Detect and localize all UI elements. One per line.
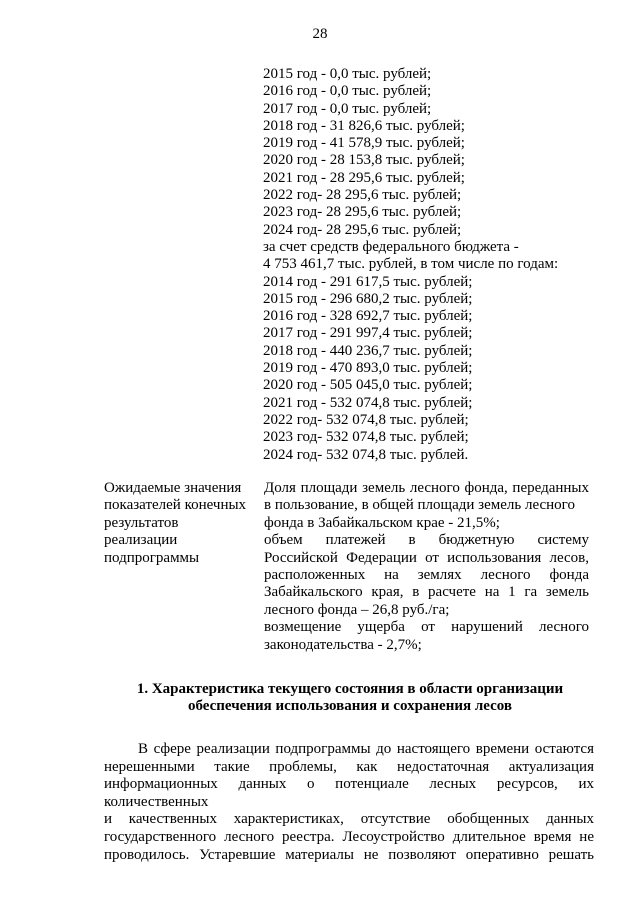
funding-line: 2024 год- 28 295,6 тыс. рублей; <box>263 221 462 238</box>
funding-line: 2024 год- 532 074,8 тыс. рублей. <box>263 446 469 463</box>
page-number: 28 <box>312 26 328 42</box>
section-title <box>100 681 600 716</box>
funding-line: 2023 год- 28 295,6 тыс. рублей; <box>263 204 462 221</box>
section-title-line: 1. Характеристика текущего состояния в области организации <box>136 681 564 697</box>
result-line: в пользование, в общей площади земель лесного <box>264 497 575 514</box>
body-line: В сфере реализации подпрограммы до настоящего времени остаются <box>138 741 594 757</box>
section-title-line: обеспечения использования и сохранения лесов <box>187 698 513 715</box>
funding-line: 2020 год - 28 153,8 тыс. рублей; <box>263 152 465 169</box>
funding-line: 2017 год - 291 997,4 тыс. рублей; <box>263 325 473 342</box>
result-line: возмещение ущерба от нарушений лесного <box>264 619 589 636</box>
result-line: расположенных на землях лесного фонда <box>264 567 589 584</box>
funding-line: 2022 год- 28 295,6 тыс. рублей; <box>263 187 462 204</box>
result-line: лесного фонда – 26,8 руб./га; <box>264 601 450 618</box>
funding-line: 2015 год - 0,0 тыс. рублей; <box>263 66 432 82</box>
result-line: объем платежей в бюджетную систему <box>264 532 589 549</box>
label-line: подпрограммы <box>104 549 200 566</box>
label-line: Ожидаемые значения <box>104 480 242 496</box>
funding-line: 2023 год- 532 074,8 тыс. рублей; <box>263 429 469 446</box>
body-line: информационных данных о потенциале лесных ресурсов, их количественных <box>104 776 594 810</box>
funding-line: 2018 год - 31 826,6 тыс. рублей; <box>263 117 465 134</box>
funding-line: 2018 год - 440 236,7 тыс. рублей; <box>263 342 473 359</box>
body-line: нерешенными такие проблемы, как недостаточная актуализация <box>104 758 594 775</box>
funding-list <box>263 66 593 464</box>
funding-line: 4 753 461,7 тыс. рублей, в том числе по годам: <box>263 256 559 273</box>
funding-line: 2015 год - 296 680,2 тыс. рублей; <box>263 290 473 307</box>
body-line: проводилось. Устаревшие материалы не позволяют оперативно решать <box>104 846 594 863</box>
body-line: государственного лесного реестра. Лесоустройство длительное время не <box>104 828 594 845</box>
label-line: результатов <box>104 514 179 531</box>
body-line: и качественных характеристиках, отсутствие обобщенных данных <box>104 811 594 828</box>
result-line: законодательства - 2,7%; <box>264 636 422 653</box>
funding-line: 2019 год - 41 578,9 тыс. рублей; <box>263 135 465 152</box>
result-line: фонда в Забайкальском крае - 21,5%; <box>264 514 500 531</box>
funding-line: 2016 год - 0,0 тыс. рублей; <box>263 83 432 100</box>
label-line: показателей конечных <box>104 497 247 514</box>
label-line: реализации <box>104 532 178 549</box>
funding-line: 2022 год- 532 074,8 тыс. рублей; <box>263 411 469 428</box>
result-line: Забайкальского края, в расчете на 1 га земель <box>264 584 589 601</box>
funding-line: 2020 год - 505 045,0 тыс. рублей; <box>263 377 473 394</box>
expected-results-values <box>264 480 589 654</box>
funding-line: за счет средств федерального бюджета - <box>263 238 519 255</box>
funding-line: 2019 год - 470 893,0 тыс. рублей; <box>263 360 473 377</box>
result-line: Российской Федерации от использования лесов, <box>264 549 589 566</box>
funding-line: 2021 год - 532 074,8 тыс. рублей; <box>263 394 473 411</box>
funding-line: 2014 год - 291 617,5 тыс. рублей; <box>263 273 473 290</box>
funding-line: 2021 год - 28 295,6 тыс. рублей; <box>263 169 465 186</box>
body-paragraph <box>104 741 594 864</box>
funding-line: 2016 год - 328 692,7 тыс. рублей; <box>263 308 473 325</box>
funding-line: 2017 год - 0,0 тыс. рублей; <box>263 100 432 117</box>
result-line: Доля площади земель лесного фонда, переданных <box>264 480 589 496</box>
expected-results-label <box>104 480 254 567</box>
